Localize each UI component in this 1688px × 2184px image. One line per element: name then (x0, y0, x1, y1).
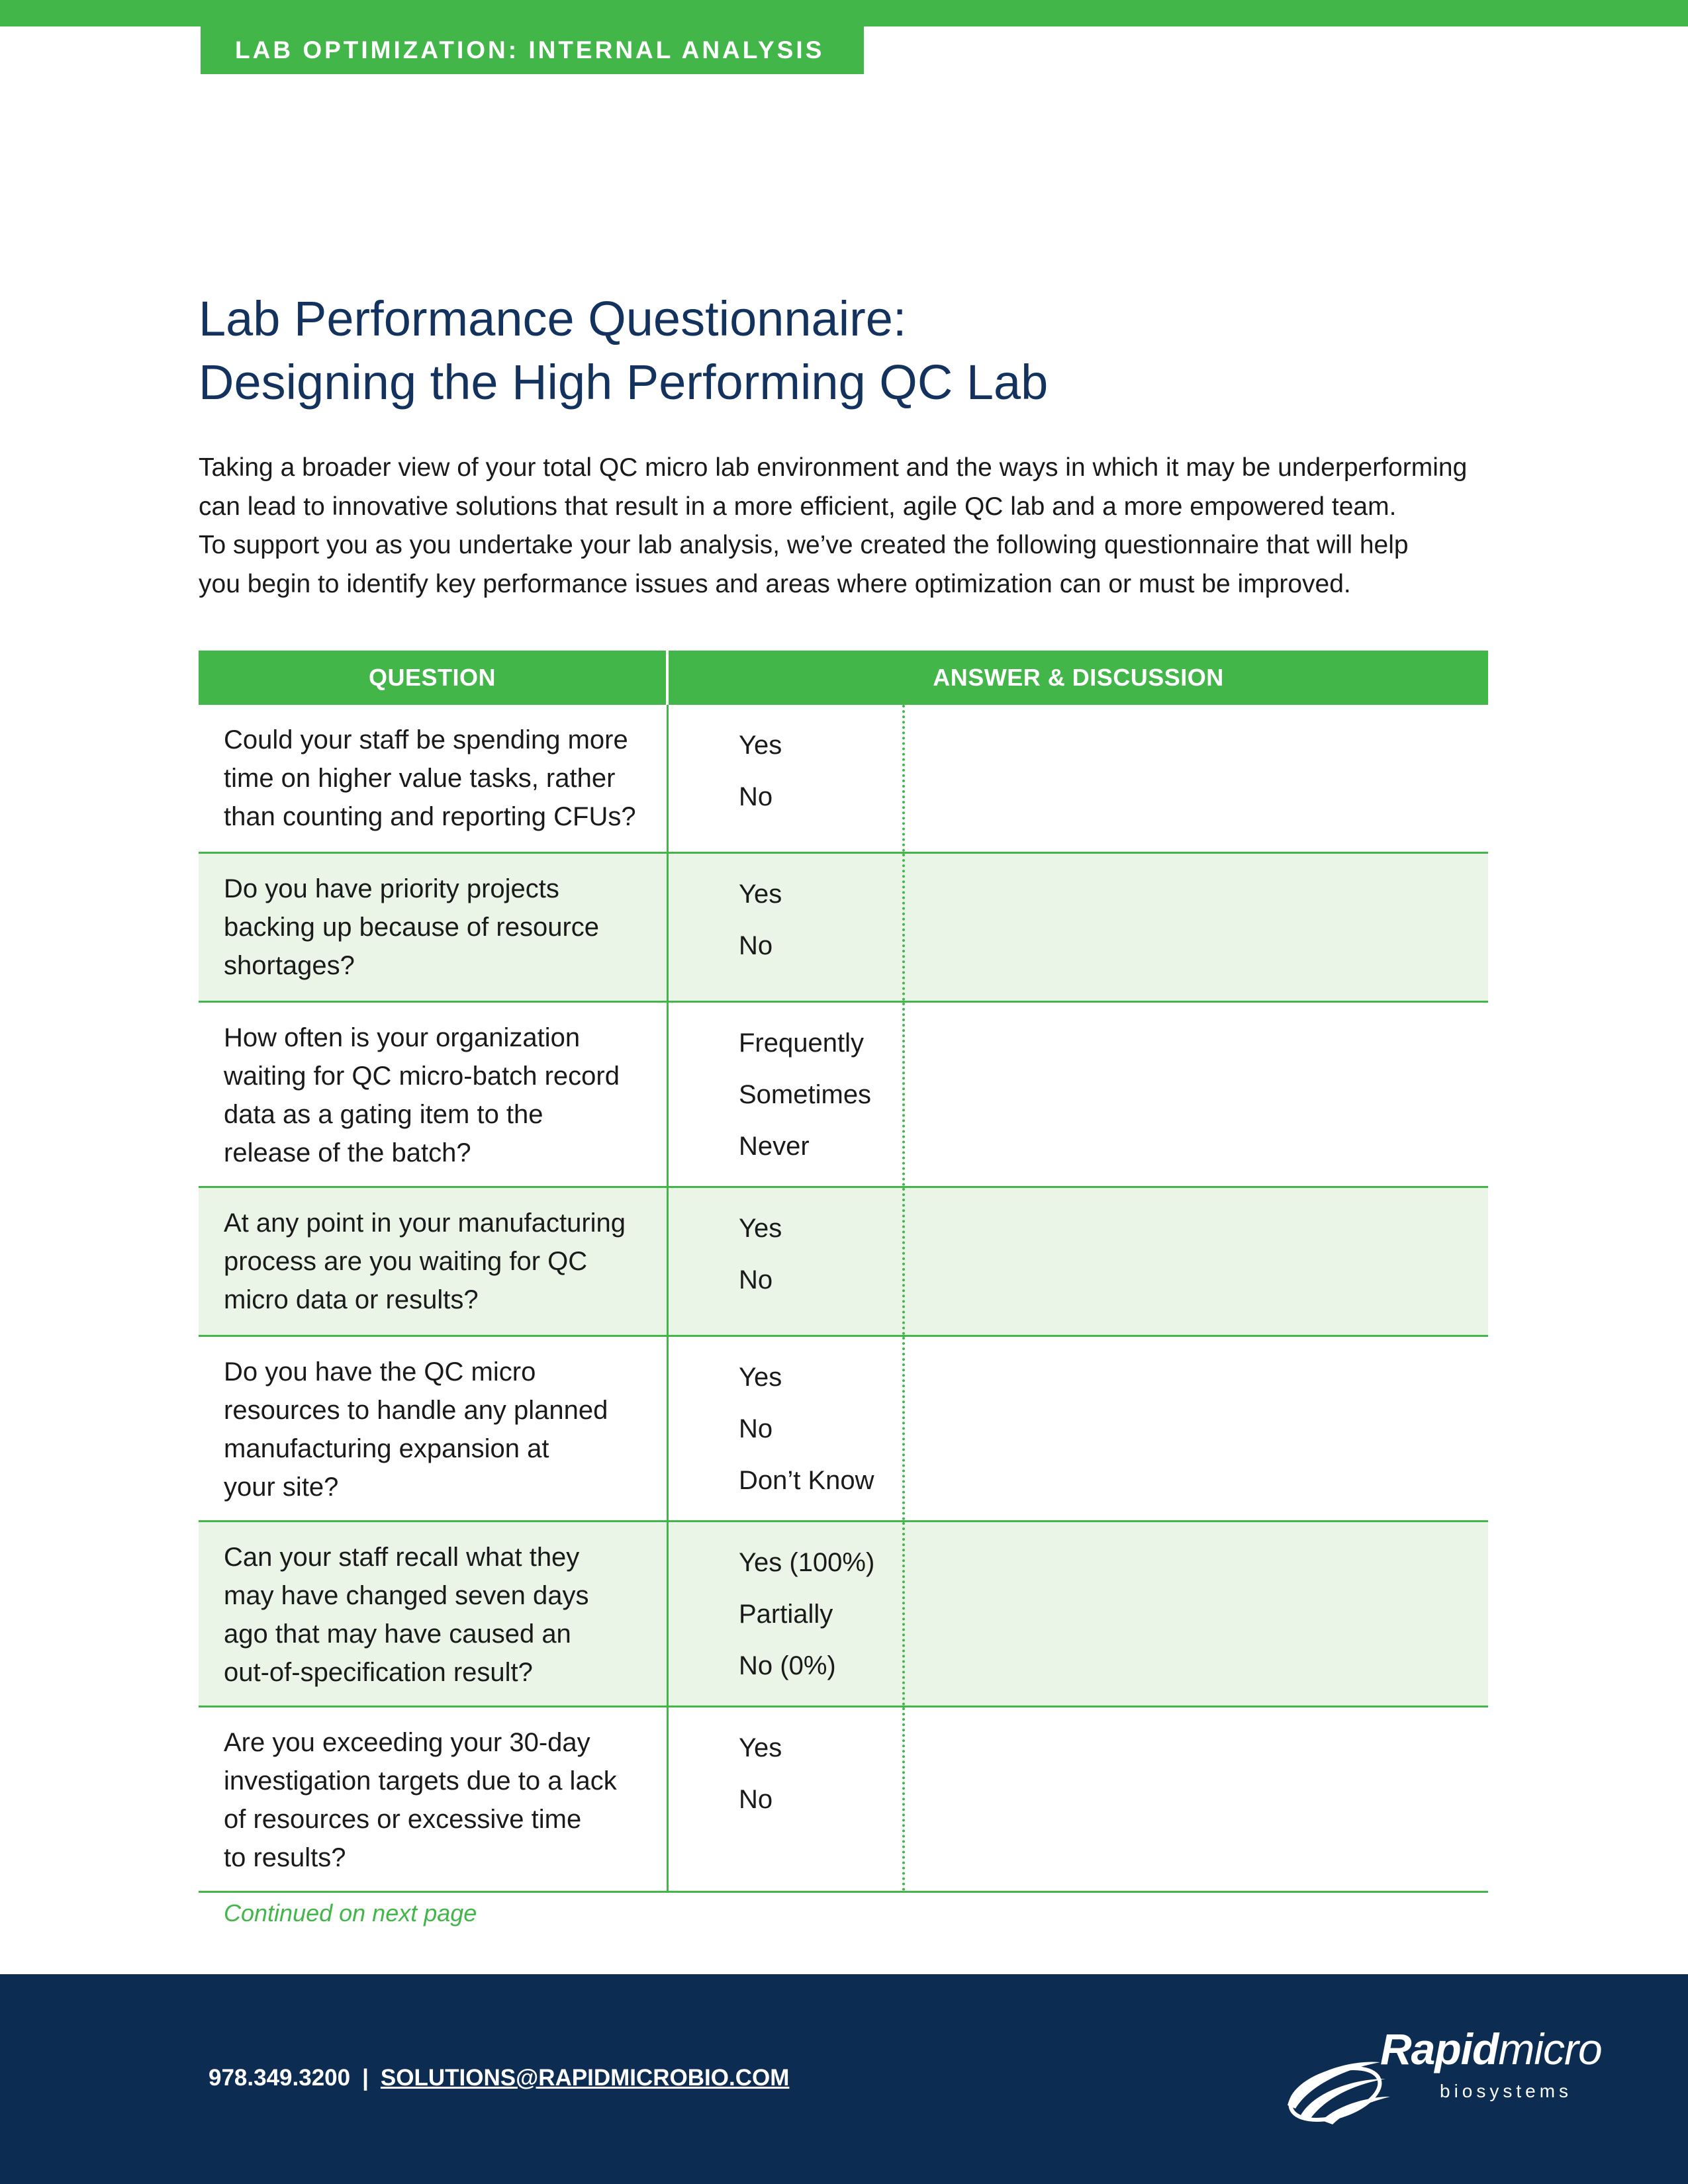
question-text-line: shortages? (224, 951, 355, 980)
table-row (199, 1188, 1488, 1337)
answer-option[interactable]: Partially (739, 1600, 833, 1629)
question-text-line: Can your staff recall what they (224, 1543, 580, 1572)
question-cell (199, 1522, 669, 1706)
intro-paragraph (199, 449, 1509, 604)
discussion-area[interactable] (905, 1522, 1488, 1706)
table-row (199, 1522, 1488, 1707)
question-text-line: out-of-specification result? (224, 1658, 533, 1687)
table-row (199, 1003, 1488, 1188)
question-text-line: time on higher value tasks, rather (224, 764, 616, 793)
question-text-line: may have changed seven days (224, 1581, 589, 1610)
logo-tagline: biosystems (1440, 2081, 1573, 2101)
answer-option[interactable]: No (739, 931, 773, 960)
question-cell (199, 1188, 669, 1335)
document-title (199, 287, 1456, 414)
question-text-line: resources to handle any planned (224, 1396, 608, 1425)
table-row (199, 705, 1488, 854)
answer-option[interactable]: Yes (739, 880, 782, 909)
email-link[interactable]: SOLUTIONS@RAPIDMICROBIO.COM (380, 2065, 790, 2091)
answer-option[interactable]: Sometimes (739, 1080, 872, 1109)
footer (0, 1974, 1688, 2184)
answer-options (669, 1522, 905, 1706)
question-cell (199, 1003, 669, 1186)
answer-option[interactable]: No (739, 1265, 773, 1295)
table-header (199, 651, 1488, 705)
answer-option[interactable]: Yes (739, 731, 782, 760)
discussion-area[interactable] (905, 1003, 1488, 1186)
section-header-tab: LAB OPTIMIZATION: INTERNAL ANALYSIS (201, 26, 864, 74)
title-line-1: Lab Performance Questionnaire: (199, 291, 907, 346)
answer-option[interactable]: Yes (739, 1733, 782, 1762)
table-row (199, 1707, 1488, 1893)
question-cell (199, 854, 669, 1001)
question-text-line: of resources or excessive time (224, 1805, 582, 1834)
discussion-area[interactable] (905, 705, 1488, 852)
question-text-line: At any point in your manufacturing (224, 1208, 626, 1238)
question-text-line: waiting for QC micro-batch record (224, 1062, 620, 1091)
intro-line: Taking a broader view of your total QC micro lab environment and the ways in which it may be underperforming (199, 453, 1468, 482)
table-row (199, 854, 1488, 1003)
intro-line: To support you as you undertake your lab analysis, we’ve created the following questionnaire that will help (199, 531, 1409, 559)
top-accent-stripe (0, 0, 1688, 26)
intro-line: you begin to identify key performance issues and areas where optimization can or must be improved. (199, 569, 1351, 598)
question-text-line: Are you exceeding your 30-day (224, 1728, 590, 1757)
answer-option[interactable]: Never (739, 1132, 810, 1161)
answer-option[interactable]: No (739, 1785, 773, 1814)
question-text-line: than counting and reporting CFUs? (224, 802, 636, 831)
answer-option[interactable]: Frequently (739, 1028, 864, 1058)
question-text-line: investigation targets due to a lack (224, 1766, 617, 1796)
column-header-question: QUESTION (199, 651, 669, 705)
discussion-area[interactable] (905, 1707, 1488, 1891)
question-text-line: ago that may have caused an (224, 1619, 571, 1649)
discussion-area[interactable] (905, 1337, 1488, 1520)
question-text-line: Do you have the QC micro (224, 1357, 536, 1387)
question-text-line: release of the batch? (224, 1138, 471, 1167)
contact-separator: | (362, 2065, 369, 2091)
answer-option[interactable]: Yes (739, 1363, 782, 1392)
answer-option[interactable]: No (739, 1414, 773, 1443)
table-row (199, 1337, 1488, 1522)
swirl-logo-icon (1281, 2042, 1393, 2128)
answer-option[interactable]: No (739, 782, 773, 811)
column-header-answer: ANSWER & DISCUSSION (933, 664, 1224, 691)
answer-options (669, 1188, 905, 1335)
question-cell (199, 1337, 669, 1520)
discussion-area[interactable] (905, 1188, 1488, 1335)
questionnaire-table (199, 651, 1488, 1893)
answer-option[interactable]: Yes (100%) (739, 1548, 875, 1577)
question-text-line: manufacturing expansion at (224, 1434, 549, 1463)
logo-wordmark: Rapidmicro (1380, 2025, 1602, 2073)
answer-options (669, 1707, 905, 1891)
question-text-line: to results? (224, 1843, 346, 1872)
intro-line: can lead to innovative solutions that result in a more efficient, agile QC lab and a more empowered team. (199, 492, 1397, 521)
question-text-line: Do you have priority projects (224, 874, 559, 903)
answer-option[interactable]: No (0%) (739, 1651, 836, 1680)
answer-option[interactable]: Yes (739, 1214, 782, 1243)
title-line-2: Designing the High Performing QC Lab (199, 355, 1049, 410)
question-text-line: Could your staff be spending more (224, 725, 628, 754)
question-text-line: your site? (224, 1473, 339, 1502)
continued-note: Continued on next page (224, 1899, 477, 1927)
question-text-line: How often is your organization (224, 1023, 581, 1052)
answer-options (669, 1003, 905, 1186)
phone-number[interactable]: 978.349.3200 (209, 2065, 351, 2091)
answer-options (669, 1337, 905, 1520)
question-text-line: backing up because of resource (224, 913, 600, 942)
question-cell (199, 1707, 669, 1891)
question-text-line: process are you waiting for QC (224, 1247, 588, 1276)
answer-options (669, 705, 905, 852)
footer-contact (209, 2065, 789, 2091)
answer-options (669, 854, 905, 1001)
company-logo (1281, 2011, 1602, 2130)
answer-option[interactable]: Don’t Know (739, 1466, 874, 1495)
question-text-line: micro data or results? (224, 1285, 479, 1314)
discussion-area[interactable] (905, 854, 1488, 1001)
question-cell (199, 705, 669, 852)
question-text-line: data as a gating item to the (224, 1100, 543, 1129)
